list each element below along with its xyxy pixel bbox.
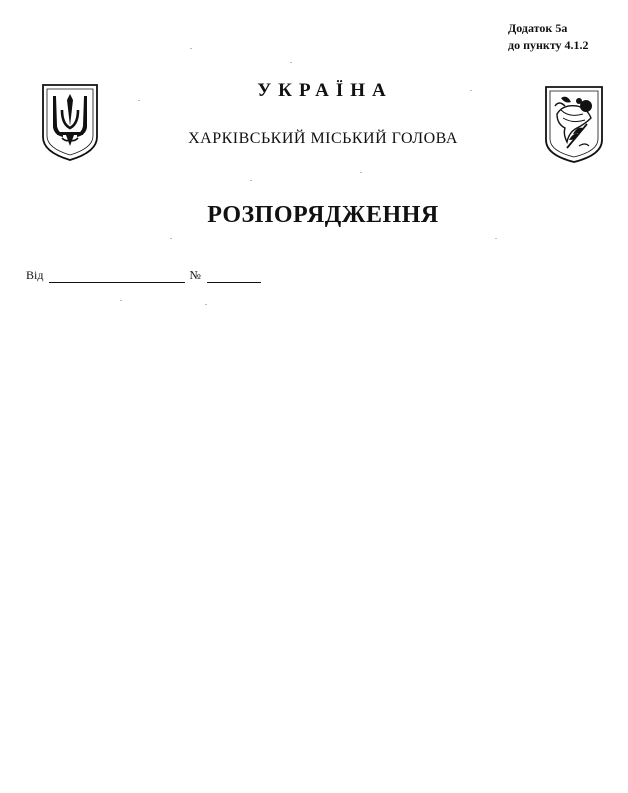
scan-speck <box>190 48 192 49</box>
date-field[interactable] <box>49 269 185 283</box>
scan-speck <box>170 238 172 239</box>
scan-speck <box>138 100 140 101</box>
country-title: УКРАЇНА <box>257 80 393 101</box>
scan-speck <box>120 300 122 301</box>
scan-speck <box>205 304 207 305</box>
appendix-note <box>508 20 589 54</box>
document-type-title: РОЗПОРЯДЖЕННЯ <box>207 202 439 228</box>
date-number-row <box>26 268 261 283</box>
scan-speck <box>360 172 362 173</box>
number-field[interactable] <box>207 269 261 283</box>
scan-speck <box>250 180 252 181</box>
appendix-line-1: Додаток 5а <box>508 21 568 35</box>
number-label: № <box>189 268 201 282</box>
scan-speck <box>470 90 472 91</box>
scan-speck <box>495 238 497 239</box>
date-label: Від <box>26 268 44 282</box>
authority-title: ХАРКІВСЬКИЙ МІСЬКИЙ ГОЛОВА <box>188 130 458 147</box>
appendix-line-2: до пункту 4.1.2 <box>508 38 589 52</box>
scan-speck <box>290 62 292 63</box>
